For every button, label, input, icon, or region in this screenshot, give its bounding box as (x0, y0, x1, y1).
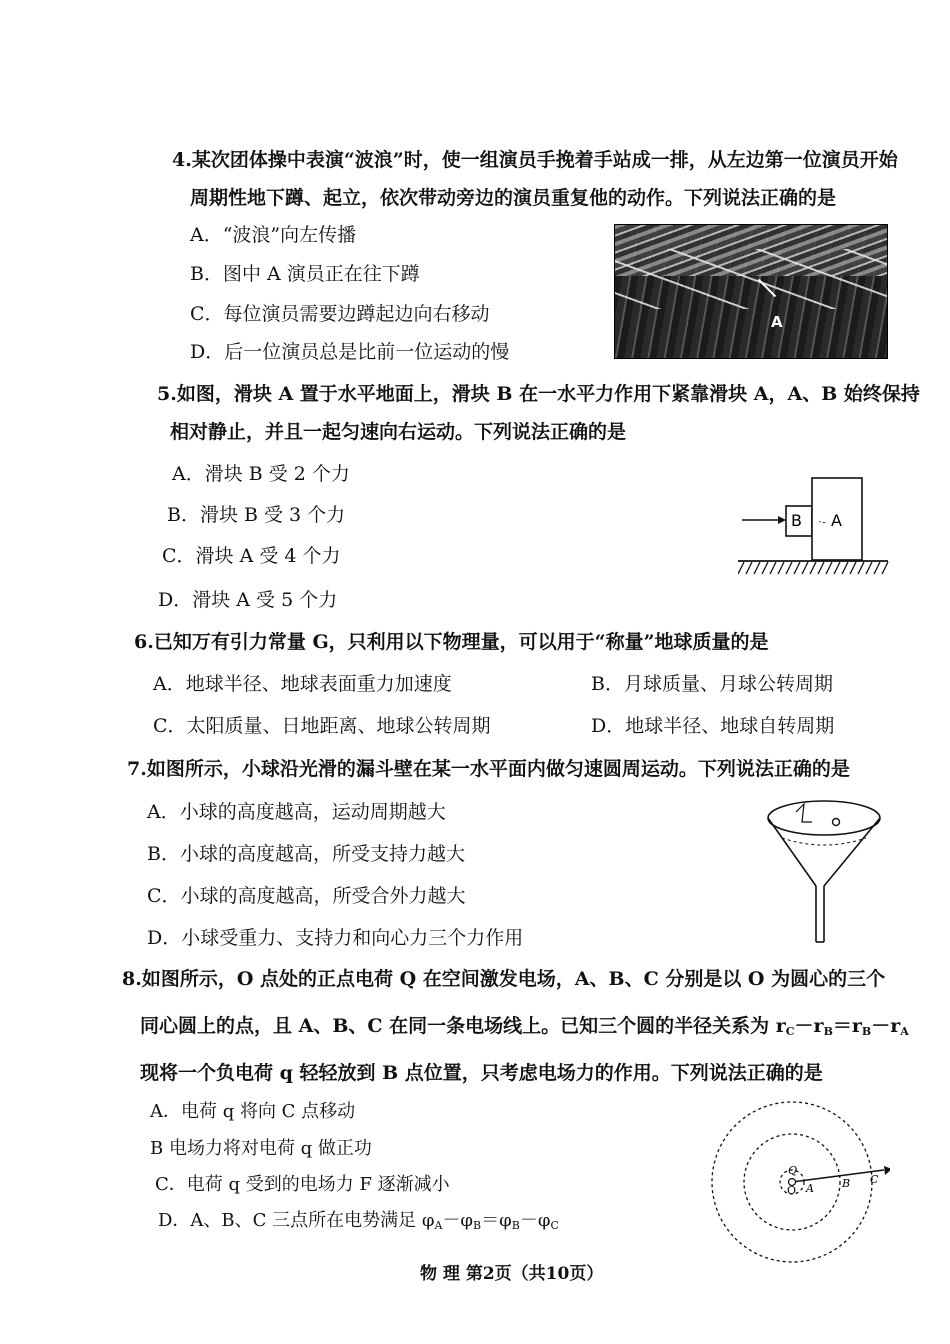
q5-ground-hatch (738, 562, 888, 574)
q7-option-a: A．小球的高度越高，运动周期越大 (147, 801, 446, 823)
q8-option-c: C．电荷 q 受到的电场力 F 逐渐减小 (155, 1174, 450, 1195)
q8-label-a: A (806, 1182, 814, 1195)
svg-text:·-: ·- (818, 515, 827, 529)
q4-stem-line1: 4.某次团体操中表演“波浪”时，使一组演员手挽着手站成一排，从左边第一位演员开始 (172, 149, 898, 171)
q5-option-d: D．滑块 A 受 5 个力 (158, 589, 338, 611)
q8-concentric-circles-diagram (708, 1096, 890, 1266)
q4-option-a: A．“波浪”向左传播 (190, 224, 357, 246)
q4-photo-label: A (771, 313, 783, 331)
q5-stem-line2: 相对静止，并且一起匀速向右运动。下列说法正确的是 (170, 421, 627, 443)
q5-option-c: C．滑块 A 受 4 个力 (162, 545, 341, 567)
q7-funnel-rim (768, 801, 880, 835)
page-footer: 物 理 第2页（共10页） (420, 1264, 604, 1284)
q4-stem-line2: 周期性地下蹲、起立，依次带动旁边的演员重复他的动作。下列说法正确的是 (190, 187, 837, 209)
q8-label-o: O (787, 1184, 797, 1197)
q6-option-b: B．月球质量、月球公转周期 (591, 673, 833, 695)
q8-label-q: Q (788, 1164, 798, 1177)
q4-option-c: C．每位演员需要边蹲起边向右移动 (190, 303, 490, 325)
q7-ball (833, 819, 840, 826)
q5-option-a: A．滑块 B 受 2 个力 (172, 463, 350, 485)
q6-option-a: A．地球半径、地球表面重力加速度 (153, 673, 452, 695)
q7-funnel-diagram (760, 790, 892, 948)
q6-option-c: C．太阳质量、日地距离、地球公转周期 (153, 715, 491, 737)
q7-option-c: C．小球的高度越高，所受合外力越大 (147, 885, 466, 907)
q5-stem-line1: 5.如图，滑块 A 置于水平地面上，滑块 B 在一水平力作用下紧靠滑块 A，A、B 始终保持 (157, 383, 920, 405)
q6-stem: 6.已知万有引力常量 G，只利用以下物理量，可以用于“称量”地球质量的是 (134, 631, 769, 653)
q7-option-d: D．小球受重力、支持力和向心力三个力作用 (147, 927, 524, 949)
q8-option-d: D．A、B、C 三点所在电势满足 $\varphi_A-\varphi_B=\varphi_B-\varphi_C$ (158, 1210, 559, 1232)
q7-ball-path (782, 838, 866, 845)
q5-label-b: B (791, 511, 802, 530)
q5-label-a: A (831, 511, 842, 530)
q8-option-b: B 电场力将对电荷 q 做正功 (150, 1138, 372, 1159)
q8-label-c: C (870, 1173, 879, 1186)
q4-option-d: D．后一位演员总是比前一位运动的慢 (190, 341, 510, 363)
q8-stem-line3: 现将一个负电荷 q 轻轻放到 B 点位置，只考虑电场力的作用。下列说法正确的是 (140, 1062, 823, 1084)
q7-option-b: B．小球的高度越高，所受支持力越大 (147, 843, 465, 865)
q5-block-diagram (738, 474, 890, 586)
q8-option-a: A．电荷 q 将向 C 点移动 (150, 1101, 356, 1122)
q4-wave-photo (614, 224, 888, 359)
q8-stem-line1: 8.如图所示，O 点处的正点电荷 Q 在空间激发电场，A、B、C 分别是以 O 为圆心的三个 (122, 968, 886, 990)
q8-label-b: B (842, 1177, 851, 1190)
q7-stem: 7.如图所示，小球沿光滑的漏斗壁在某一水平面内做匀速圆周运动。下列说法正确的是 (127, 758, 850, 780)
q8-stem-line2: 同心圆上的点，且 A、B、C 在同一条电场线上。已知三个圆的半径关系为 $r_C-r_B=r_B-r_A$ (140, 1015, 909, 1038)
q4-option-b: B．图中 A 演员正在往下蹲 (190, 263, 420, 285)
q5-option-b: B．滑块 B 受 3 个力 (167, 504, 346, 526)
q6-option-d: D．地球半径、地球自转周期 (591, 715, 835, 737)
